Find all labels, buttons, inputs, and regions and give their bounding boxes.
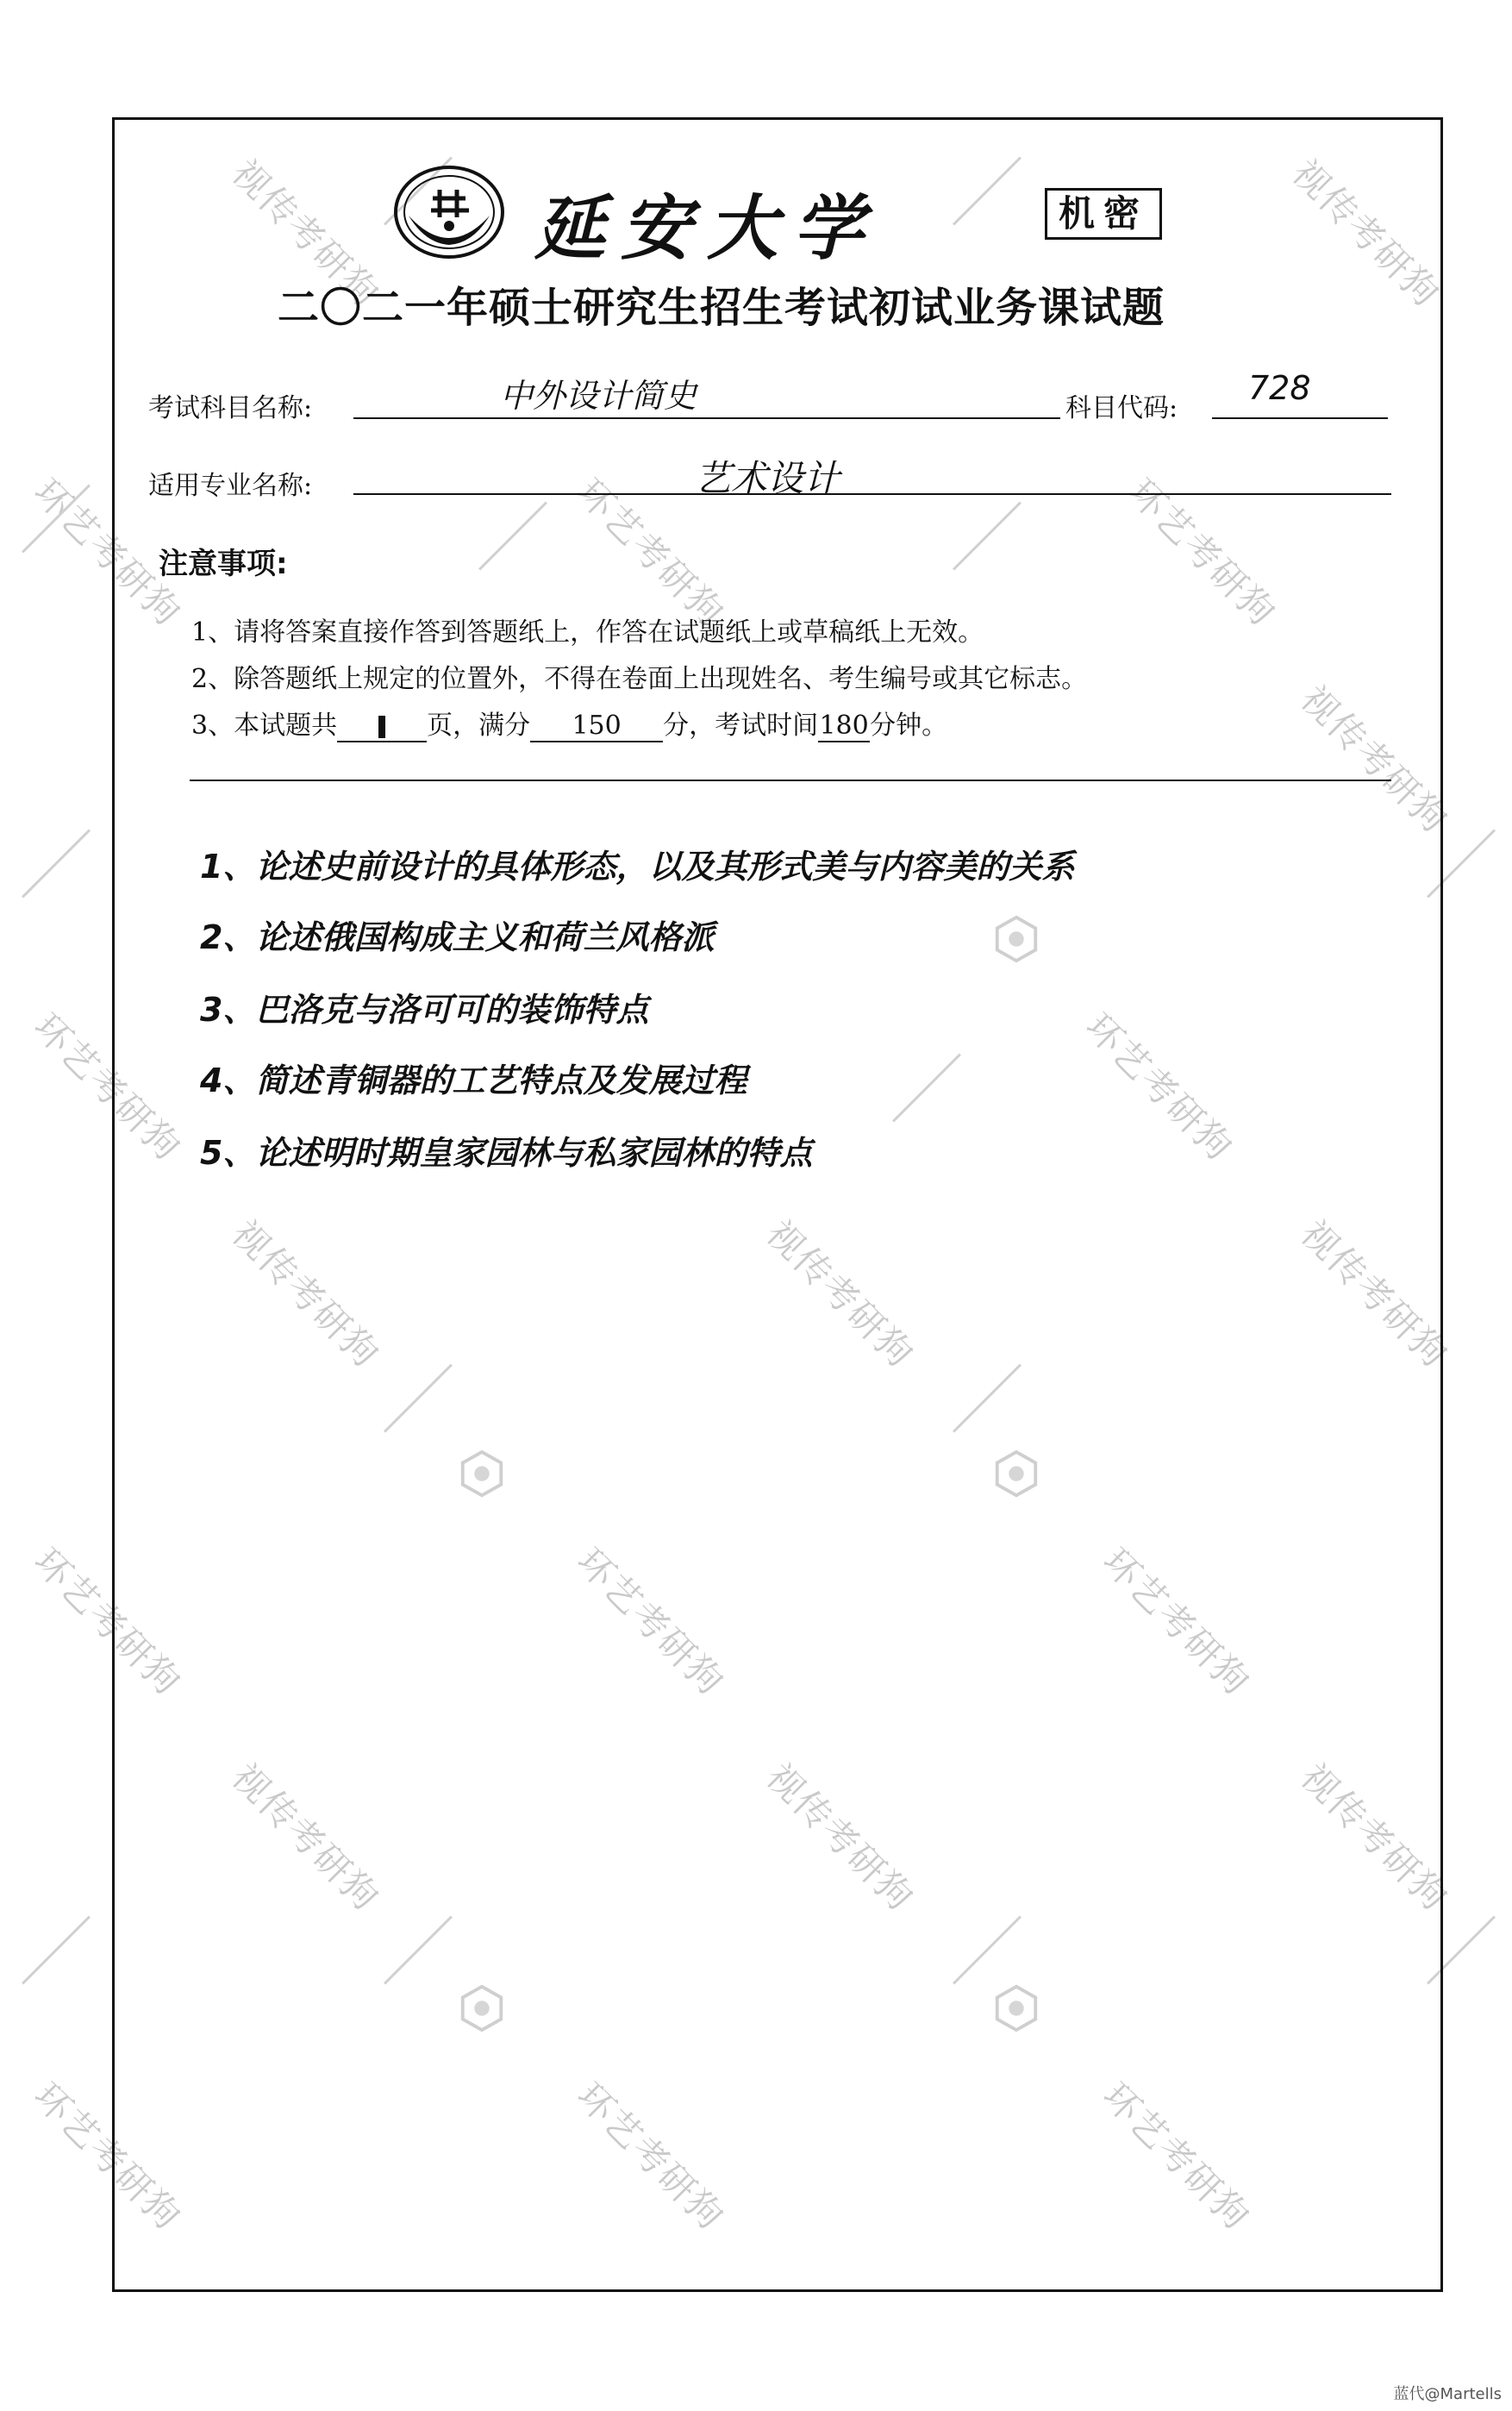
notice-item-3-score-unit: 分，考试时间	[663, 711, 819, 741]
watermark-text: 视传考研狗	[223, 1212, 388, 1376]
notice-item-3	[191, 704, 947, 742]
watermark-dash	[22, 830, 91, 899]
watermark-text: 环艺考研狗	[568, 1539, 733, 1704]
watermark-text: 环艺考研狗	[1120, 470, 1284, 635]
major-label: 适用专业名称:	[148, 471, 313, 501]
watermark-text: 视传考研狗	[1292, 1755, 1457, 1919]
major-value: 艺术设计	[695, 457, 840, 499]
university-emblem-icon	[391, 164, 507, 260]
watermark-dash	[22, 485, 91, 554]
subject-name-value: 中外设计简史	[500, 377, 697, 415]
question-item: 4、简述青铜器的工艺特点及发展过程	[200, 1061, 747, 1099]
major-underline	[353, 493, 1391, 495]
university-name: 延安大学	[534, 187, 879, 270]
watermark-text: 环艺考研狗	[25, 2074, 190, 2239]
watermark-text: 视传考研狗	[758, 1212, 922, 1376]
notice-item: 2、除答题纸上规定的位置外，不得在卷面上出现姓名、考生编号或其它标志。	[191, 664, 1088, 694]
subject-code-value: 728	[1248, 369, 1311, 407]
watermark-text: 环艺考研狗	[25, 1539, 190, 1704]
subject-name-label: 考试科目名称:	[148, 393, 313, 423]
watermark-text: 环艺考研狗	[1077, 1005, 1241, 1169]
notice-item-3-prefix: 3、本试题共	[191, 711, 338, 741]
section-divider	[190, 780, 1391, 781]
page-count-mark	[378, 716, 385, 738]
watermark-text: 环艺考研狗	[1094, 2074, 1259, 2239]
page-count-blank	[337, 711, 427, 742]
subject-code-underline	[1212, 417, 1388, 419]
watermark-text: 视传考研狗	[223, 151, 388, 316]
watermark-text: 环艺考研狗	[568, 2074, 733, 2239]
subject-code-label: 科目代码:	[1065, 393, 1178, 423]
total-score-value: 150	[530, 711, 663, 742]
notice-item: 1、请将答案直接作答到答题纸上，作答在试题纸上或草稿纸上无效。	[191, 617, 984, 648]
exam-title: 二〇二一年硕士研究生招生考试初试业务课试题	[278, 284, 1165, 332]
notice-item-3-pages-unit: 页，满分	[427, 711, 531, 741]
notice-title: 注意事项:	[159, 547, 288, 581]
page-frame	[112, 117, 1443, 2292]
footer-credit: 蓝代@Martells	[1393, 2385, 1502, 2403]
watermark-text: 环艺考研狗	[25, 470, 190, 635]
watermark-text: 环艺考研狗	[1094, 1539, 1259, 1704]
exam-time-value: 180	[819, 711, 869, 741]
confidential-badge: 机密	[1045, 188, 1162, 240]
watermark-text: 视传考研狗	[1292, 677, 1457, 842]
watermark-text: 视传考研狗	[223, 1755, 388, 1919]
watermark-text: 环艺考研狗	[568, 470, 733, 635]
subject-name-underline	[353, 417, 1060, 419]
watermark-text: 环艺考研狗	[25, 1005, 190, 1169]
watermark-text: 视传考研狗	[758, 1755, 922, 1919]
watermark-text: 视传考研狗	[1284, 151, 1448, 316]
question-item: 2、论述俄国构成主义和荷兰风格派	[200, 918, 715, 956]
watermark-dash	[22, 1916, 91, 1985]
notice-item-3-time-unit: 分钟。	[870, 711, 948, 741]
watermark-text: 视传考研狗	[1292, 1212, 1457, 1376]
question-item: 1、论述史前设计的具体形态，以及其形式美与内容美的关系	[200, 848, 1075, 886]
question-item: 3、巴洛克与洛可可的装饰特点	[200, 991, 649, 1029]
question-item: 5、论述明时期皇家园林与私家园林的特点	[200, 1134, 813, 1172]
